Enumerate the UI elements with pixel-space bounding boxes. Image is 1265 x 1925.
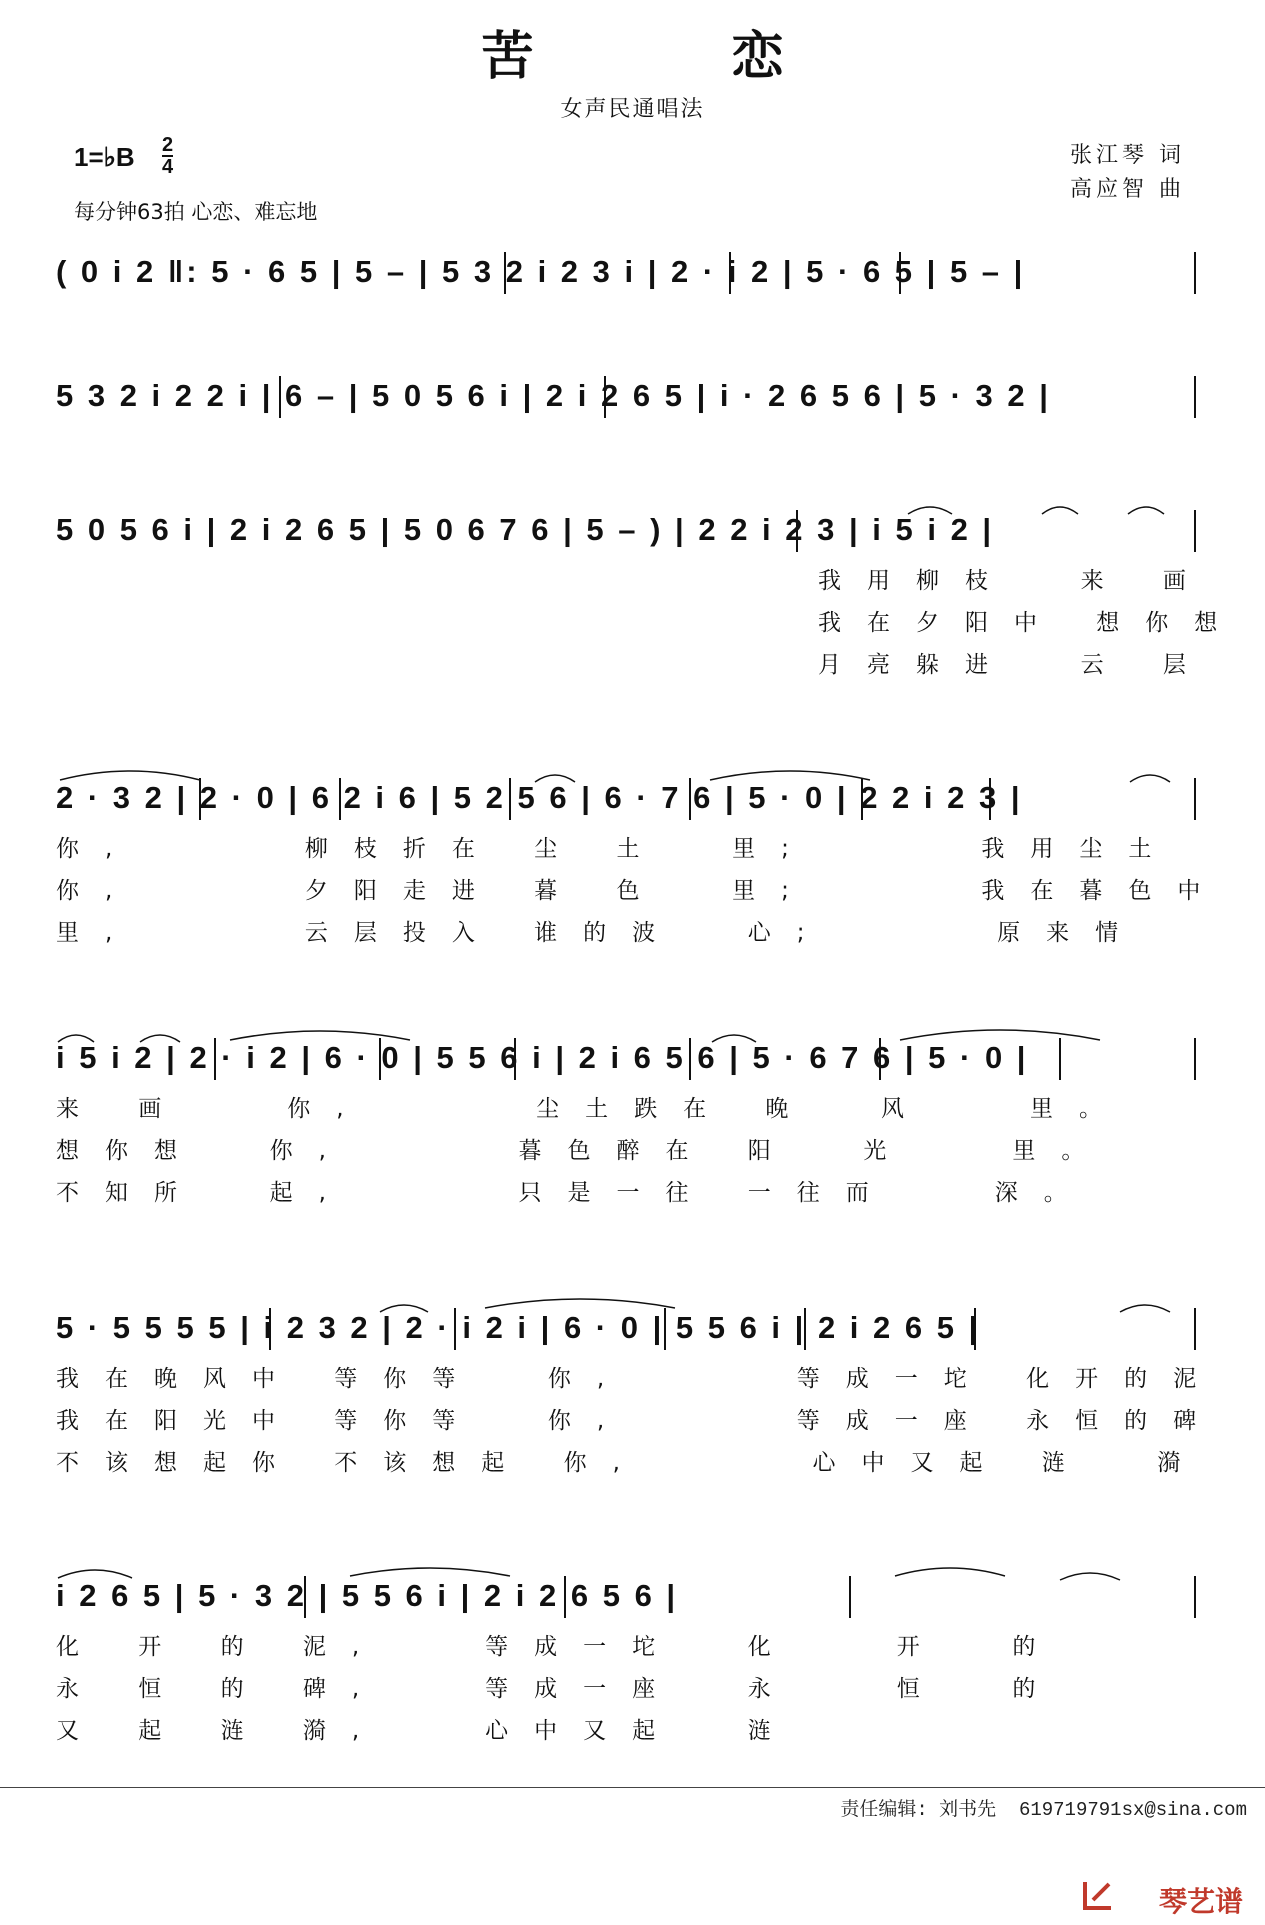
lyricist-credit: 张江琴 词 [1070,143,1185,168]
notes-system-1: ( 0 i 2 ‖: 5 · 6 5 | 5 – | 5 3 2 i 2 3 i | 2 · i 2 | 5 · 6 5 | 5 – | [56,254,1026,289]
meter-top: 2 [162,134,174,156]
staff-system-6 [0,1306,1265,1366]
lyric-system-5-verse-1: 来 画 你, 尘土跌在 晚 风 里。 [56,1096,1128,1122]
qinyipu-logo-icon [1081,1878,1115,1912]
lyric-system-3-verse-1: 我用柳枝 来 画 [818,568,1212,594]
lyric-system-7-verse-3: 又 起 涟 漪, 心中又起 涟 [56,1718,797,1744]
site-logo: 琴艺谱 [1158,1885,1243,1918]
notes-system-3: 5 0 5 6 i | 2 i 2 6 5 | 5 0 6 7 6 | 5 – ) | 2 2 i 2 3 | i 5 i 2 | [56,512,995,547]
time-signature [162,136,173,176]
lyric-system-4-verse-3: 里, 云层投入 谁的波 心; 原来情 [56,920,1145,946]
staff-system-1 [0,250,1265,310]
page-title: 苦 恋 [481,26,874,87]
editor-credit: 责任编辑: 刘书先 619719791sx@sina.com [840,1799,1247,1821]
lyric-system-3-verse-3: 月亮躲进 云 层 [818,652,1212,678]
footer-divider [0,1787,1265,1788]
lyric-system-6-verse-2: 我在阳光中 等你等 你, 等成一座 永恒的碑 [56,1408,1223,1434]
staff-system-5 [0,1036,1265,1096]
lyric-system-3-verse-2: 我在夕阳中 想你想 [818,610,1244,636]
lyric-system-7-verse-1: 化 开 的 泥, 等成一坨 化 开 的 [56,1634,1062,1660]
staff-system-7 [0,1574,1265,1634]
key-signature: 1=♭B [74,142,135,172]
tempo-marking: 每分钟63拍 心恋、难忘地 [74,200,318,224]
subtitle: 女声民通唱法 [560,97,705,122]
lyric-system-4-verse-1: 你, 柳枝折在 尘 土 里; 我用尘土 [56,836,1178,862]
lyric-system-6-verse-1: 我在晚风中 等你等 你, 等成一坨 化开的泥 [56,1366,1223,1392]
notes-system-4: 2 · 3 2 | 2 · 0 | 6 2 i 6 | 5 2 5 6 | 6 · 7 6 | 5 · 0 | 2 2 i 2 3 | [56,780,1023,815]
notes-system-2: 5 3 2 i 2 2 i | 6 – | 5 0 5 6 i | 2 i 2 6 5 | i · 2 6 5 6 | 5 · 3 2 | [56,378,1051,413]
staff-system-3 [0,508,1265,568]
staff-system-4 [0,776,1265,836]
lyric-system-7-verse-2: 永 恒 的 碑, 等成一座 永 恒 的 [56,1676,1062,1702]
composer-credit: 高应智 曲 [1070,177,1185,202]
lyric-system-4-verse-2: 你, 夕阳走进 暮 色 里; 我在暮色中 [56,878,1227,904]
meter-bottom: 4 [162,156,174,178]
lyric-system-6-verse-3: 不该想起你 不该想起 你, 心中又起 涟 漪 [56,1450,1207,1476]
staff-system-2 [0,374,1265,434]
notes-system-5: i 5 i 2 | 2 · i 2 | 6 · 0 | 5 5 6 i | 2 i 6 5 6 | 5 · 6 7 6 | 5 · 0 | [56,1040,1029,1075]
notes-system-7: i 2 6 5 | 5 · 3 2 | 5 5 6 i | 2 i 2 6 5 6 | [56,1578,679,1613]
lyric-system-5-verse-3: 不知所 起, 只是一往 一往而 深。 [56,1180,1093,1206]
lyric-system-5-verse-2: 想你想 你, 暮色醉在 阳 光 里。 [56,1138,1111,1164]
notes-system-6: 5 · 5 5 5 5 | i 2 3 2 | 2 · i 2 i | 6 · 0 | 5 5 6 i | 2 i 2 6 5 | [56,1310,981,1345]
